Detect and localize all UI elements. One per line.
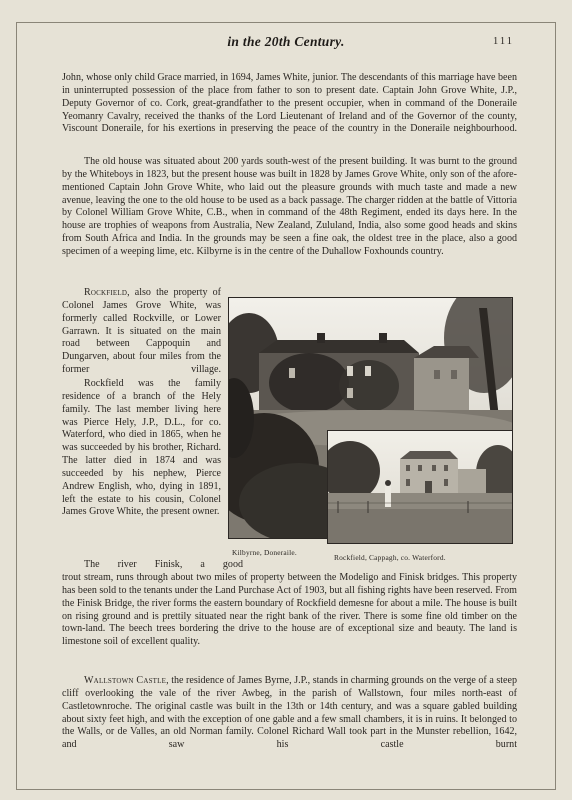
rockfield-photo [327,430,513,544]
paragraph-hely-family: Rockfield was the family residence of a branch of the Hely family. The last member living here was Pierce Hely, J.P., D.L., for co. Waterford, who died in 1865, when he was succeeded by his brother, Richard. The latter died in 1874 and was succeeded by his nephew, Pierce Andrew English, who, dying in 1891, left the estate to his cousin, Colonel James Grove White, the present owner. [62,378,221,518]
wallstown-heading: Wallstown Castle [84,675,167,686]
paragraph-rockfield [62,287,221,376]
running-title: in the 20th Century. [227,34,345,49]
paragraph-finisk: trout stream, runs through about two miles of property between the Modeligo and Finisk bridges. This property has been sold to the tenants under the Land Purchase Act of 1903, but all fishing rights have been reserved. From the Finisk Bridge, the river forms the eastern boundary of Rockfield demesne for about a mile. The house is built on rising ground and is prettily situated near the right bank of the river. There is some fine old timber on the town-land. The beech trees bordering the drive to the house are of exceptional size and beauty. The land is limestone soil of excellent quality. [62,572,517,648]
wallstown-text: , the residence of James Byrne, J.P., stands in charming grounds on the verge of a steep cliff overlooking the vale of the river Awbeg, in the parish of Wallstown, four miles north-east of Castletownroche. The original castle was built in the 13th or 14th century, and was a square gabled building about sixty feet high, and with the exception of one gable and a few small chambers, it is in ruins. It belonged to the Walls, or de Valles, an old Norman family. Colonel Richard Wall took part in the Munster rebellion, 1642, and saw his castle burnt [62,675,517,751]
paragraph-1: John, whose only child Grace married, in 1694, James White, junior. The descendants of this marriage have been in uninterrupted possession of the place from father to son to present date. Captain John Grove White, J.P., Deputy Governor of co. Cork, great-grandfather to the present occupier, when in command of the Doneraile Yeomanry Cavalry, received the thanks of the Lord Lieutenant of Ireland and of the Governor of the county, Viscount Doneraile, for his exertions in preserving the peace of the country in the Doneraile neighbourhood. [62,72,517,135]
paragraph-finisk-start: The river Finisk, a good [84,559,243,570]
page-number: 111 [493,36,514,47]
rockfield-text: , also the property of Colonel James Grove White, was formerly called Rockville, or Lower Garrawn. It is situated on the main road between Cappoquin and Dungarven, about four miles from the former village. [62,287,221,376]
paragraph-2: The old house was situated about 200 yards south-west of the present building. It was burnt to the ground by the Whiteboys in 1823, but the present house was built in 1828 by James Grove White, only son of the afore-mentioned Captain John Grove White, who laid out the pleasure grounds with much taste and made a new avenue, leaving the one to the old house to be used as a back passage. The charger ridden at the battle of Vittoria by Colonel William Grove White, C.B., when in command of the 48th Regiment, ended its days here. In the house are trophies of weapons from Australia, New Zealand, Zululand, India, also some good heads and skins from South Africa and India. In the grounds may be seen a fine oak, the oldest tree in the place, also a good specimen of a weeping lime, etc. Kilbyrne is in the centre of the Duhallow Foxhounds country. [62,156,517,257]
paragraph-wallstown [62,675,517,780]
rockfield-caption: Rockfield, Cappagh, co. Waterford. [334,553,446,562]
rockfield-heading: Rockfield [84,287,128,298]
kilbyrne-caption: Kilbyrne, Doneraile. [232,548,297,557]
running-header [0,34,572,56]
